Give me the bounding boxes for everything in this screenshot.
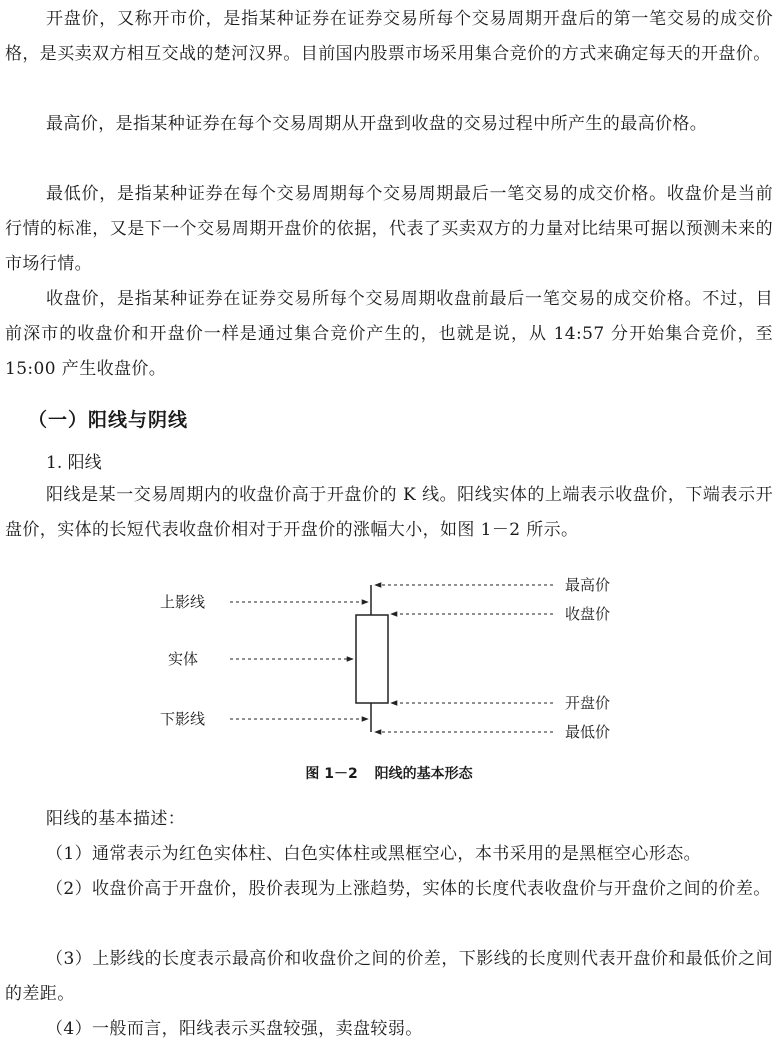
description-item-1: （1）通常表示为红色实体柱、白色实体柱或黑框空心，本书采用的是黑框空心形态。 — [46, 844, 702, 864]
paragraph-closing-price: 收盘价，是指某种证券在证券交易所每个交易周期收盘前最后一笔交易的成交价格。不过，目前深市的收盘价和开盘价一样是通过集合竞价产生的，也就是说，从 14:57 分开始集合竞价，至 15:00 产生收盘价。 — [5, 289, 773, 379]
yang-line-figure — [0, 565, 778, 750]
figure-caption — [0, 764, 778, 784]
paragraph-opening-price: 开盘价，又称开市价，是指某种证券在证券交易所每个交易周期开盘后的第一笔交易的成交价格，是买卖双方相互交战的楚河汉界。目前国内股票市场采用集合竞价的方式来确定每天的开盘价。 — [5, 9, 773, 64]
subheading: 1. 阳线 — [46, 453, 102, 473]
paragraph-lowest-price: 最低价，是指某种证券在每个交易周期每个交易周期最后一笔交易的成交价格。收盘价是当前行情的标准，又是下一个交易周期开盘价的依据，代表了买卖双方的力量对比结果可据以预测未来的市场行情。 — [5, 184, 773, 274]
candlestick-diagram — [0, 565, 778, 750]
description-title: 阳线的基本描述： — [46, 809, 186, 829]
label-close-price: 收盘价 — [565, 605, 611, 623]
label-low-price: 最低价 — [565, 723, 611, 741]
paragraph-highest-price: 最高价，是指某种证券在每个交易周期从开盘到收盘的交易过程中所产生的最高价格。 — [46, 114, 708, 134]
paragraph-yang-line: 阳线是某一交易周期内的收盘价高于开盘价的 K 线。阳线实体的上端表示收盘价，下端表示开盘价，实体的长短代表收盘价相对于开盘价的涨幅大小，如图 1－2 所示。 — [5, 485, 773, 540]
label-upper-shadow: 上影线 — [160, 593, 206, 611]
section-heading: （一）阳线与阴线 — [28, 409, 189, 431]
label-open-price: 开盘价 — [565, 694, 611, 712]
label-high-price: 最高价 — [565, 576, 611, 594]
description-item-2: （2）收盘价高于开盘价，股价表现为上涨趋势，实体的长度代表收盘价与开盘价之间的价差。 — [46, 879, 771, 899]
description-item-4: （4）一般而言，阳线表示买盘较强，卖盘较弱。 — [46, 1019, 423, 1039]
label-lower-shadow: 下影线 — [160, 710, 206, 728]
candle-body — [356, 615, 388, 703]
label-body: 实体 — [168, 650, 199, 668]
caption-title: 阳线的基本形态 — [374, 766, 473, 782]
description-item-3: （3）上影线的长度表示最高价和收盘价之间的价差，下影线的长度则代表开盘价和最低价之间的差距。 — [5, 949, 773, 1004]
caption-number: 图 1－2 — [305, 766, 358, 782]
